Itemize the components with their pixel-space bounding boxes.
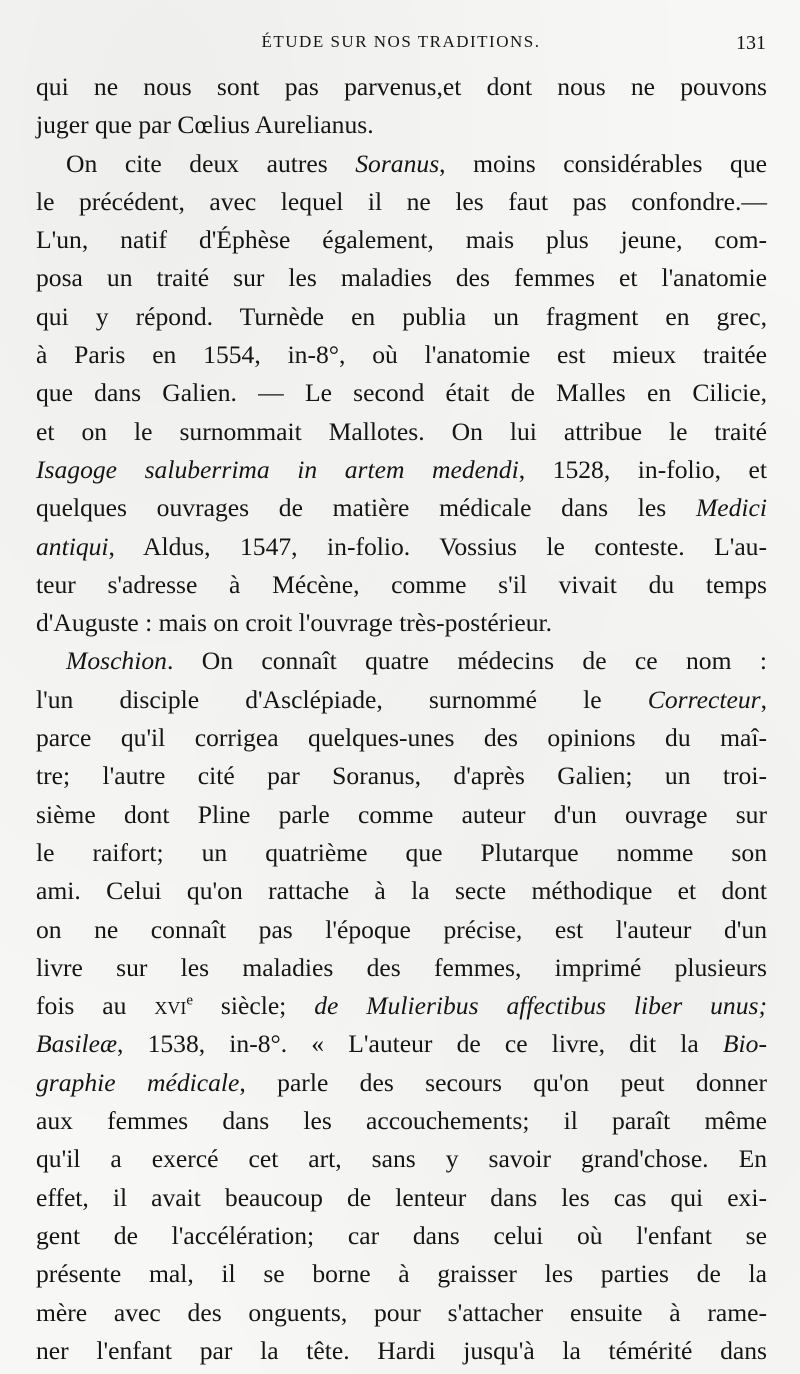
text-segment: teur s'adresse à Mécène, comme s'il vivait du temps <box>36 569 767 599</box>
text-segment: posa un traité sur les maladies des femmes et l'anatomie <box>36 263 767 293</box>
text-segment: e <box>186 992 194 1009</box>
text-segment: qui y répond. Turnède en publia un fragment en grec, <box>36 301 767 331</box>
text-line <box>36 757 767 795</box>
italic-text: Medici <box>695 493 767 523</box>
italic-text: Basileæ <box>36 1029 118 1059</box>
italic-text: Correcteur <box>647 684 761 714</box>
text-segment: ner l'enfant par la tête. Hardi jusqu'à la témérité dans <box>36 1335 767 1365</box>
italic-text: Bio- <box>722 1029 767 1059</box>
italic-text: Soranus <box>355 148 440 178</box>
text-segment: on ne connaît pas l'époque précise, est l'auteur d'un <box>36 914 767 944</box>
text-line <box>36 221 767 259</box>
text-line <box>36 145 767 183</box>
text-segment: parce qu'il corrigea quelques-unes des opinions du maî- <box>36 723 767 753</box>
text-segment: aux femmes dans les accouchements; il paraît même <box>36 1106 767 1136</box>
text-line <box>36 68 767 106</box>
text-line <box>36 374 767 412</box>
text-segment: que dans Galien. — Le second était de Malles en Cilicie, <box>36 378 767 408</box>
page-header <box>36 30 766 60</box>
text-segment: fois au <box>36 991 155 1021</box>
text-segment: quelques ouvrages de matière médicale dans les <box>36 493 696 523</box>
text-line <box>36 1217 767 1255</box>
text-line <box>36 1332 767 1370</box>
text-line <box>36 106 767 144</box>
italic-text: antiqui <box>36 531 109 561</box>
italic-text: Isagoge saluberrima in artem medendi <box>36 454 519 484</box>
text-line <box>36 1140 767 1178</box>
text-line <box>36 489 767 527</box>
running-head: ÉTUDE SUR NOS TRADITIONS. <box>261 32 541 51</box>
text-line <box>36 528 767 566</box>
text-segment: , <box>760 684 767 714</box>
text-segment: , 1538, in-8°. « L'auteur de ce livre, dit la <box>117 1029 723 1059</box>
text-segment: l'un disciple d'Asclépiade, surnommé le <box>36 684 648 714</box>
italic-text: Moschion <box>66 646 167 676</box>
text-segment: présente mal, il se borne à graisser les parties de la <box>36 1259 767 1289</box>
text-segment: ami. Celui qu'on rattache à la secte méthodique et dont <box>36 876 767 906</box>
text-line <box>36 642 767 680</box>
text-line <box>36 1025 767 1063</box>
text-line <box>36 1255 767 1293</box>
text-segment: xvi <box>154 991 187 1021</box>
text-segment: livre sur les maladies des femmes, imprimé plusieurs <box>36 952 767 982</box>
text-line <box>36 911 767 949</box>
text-line <box>36 413 767 451</box>
page-number: 131 <box>736 32 766 54</box>
text-line <box>36 719 767 757</box>
text-segment: . On connaît quatre médecins de ce nom : <box>166 646 767 676</box>
text-segment: , Aldus, 1547, in-folio. Vossius le conteste. L'au- <box>108 531 767 561</box>
text-segment: à Paris en 1554, in-8°, où l'anatomie est mieux traitée <box>36 340 767 370</box>
text-line <box>36 336 767 374</box>
text-line <box>36 1179 767 1217</box>
text-segment: , 1528, in-folio, et <box>518 454 767 484</box>
text-line <box>36 1294 767 1332</box>
text-segment: , moins considérables que <box>439 148 767 178</box>
text-segment: le précédent, avec lequel il ne les faut pas confondre.— <box>36 186 767 216</box>
text-line <box>36 872 767 910</box>
text-line <box>36 681 767 719</box>
text-line <box>36 298 767 336</box>
text-line <box>36 566 767 604</box>
italic-text: graphie médicale <box>36 1067 240 1097</box>
text-line <box>36 796 767 834</box>
text-segment: tre; l'autre cité par Soranus, d'après Galien; un troi- <box>36 761 767 791</box>
text-segment: juger que par Cœlius Aurelianus. <box>36 110 374 140</box>
text-segment: qu'il a exercé cet art, sans y savoir grand'chose. En <box>36 1144 767 1174</box>
italic-text: de Mulieribus affectibus liber unus; <box>314 991 767 1021</box>
text-line <box>36 183 767 221</box>
text-segment: , parle des secours qu'on peut donner <box>239 1067 767 1097</box>
text-segment: effet, il avait beaucoup de lenteur dans les cas qui exi- <box>36 1182 767 1212</box>
text-segment: mère avec des onguents, pour s'attacher ensuite à rame- <box>36 1297 767 1327</box>
body-text <box>36 68 767 1370</box>
text-line <box>36 259 767 297</box>
text-segment: siècle; <box>193 991 315 1021</box>
text-segment: On cite deux autres <box>66 148 356 178</box>
text-line <box>36 451 767 489</box>
text-segment: d'Auguste : mais on croit l'ouvrage très-postérieur. <box>36 608 552 638</box>
text-segment: qui ne nous sont pas parvenus,et dont nous ne pouvons <box>36 72 767 101</box>
text-line <box>36 834 767 872</box>
text-line <box>36 604 767 642</box>
text-line <box>36 987 767 1025</box>
text-line <box>36 1102 767 1140</box>
text-segment: gent de l'accélération; car dans celui où l'enfant se <box>36 1220 767 1250</box>
text-segment: le raifort; un quatrième que Plutarque nomme son <box>36 837 767 867</box>
text-segment: et on le surnommait Mallotes. On lui attribue le traité <box>36 416 767 446</box>
text-segment: sième dont Pline parle comme auteur d'un ouvrage sur <box>36 799 767 829</box>
text-line <box>36 949 767 987</box>
text-segment: L'un, natif d'Éphèse également, mais plus jeune, com- <box>36 225 767 255</box>
text-line <box>36 1064 767 1102</box>
